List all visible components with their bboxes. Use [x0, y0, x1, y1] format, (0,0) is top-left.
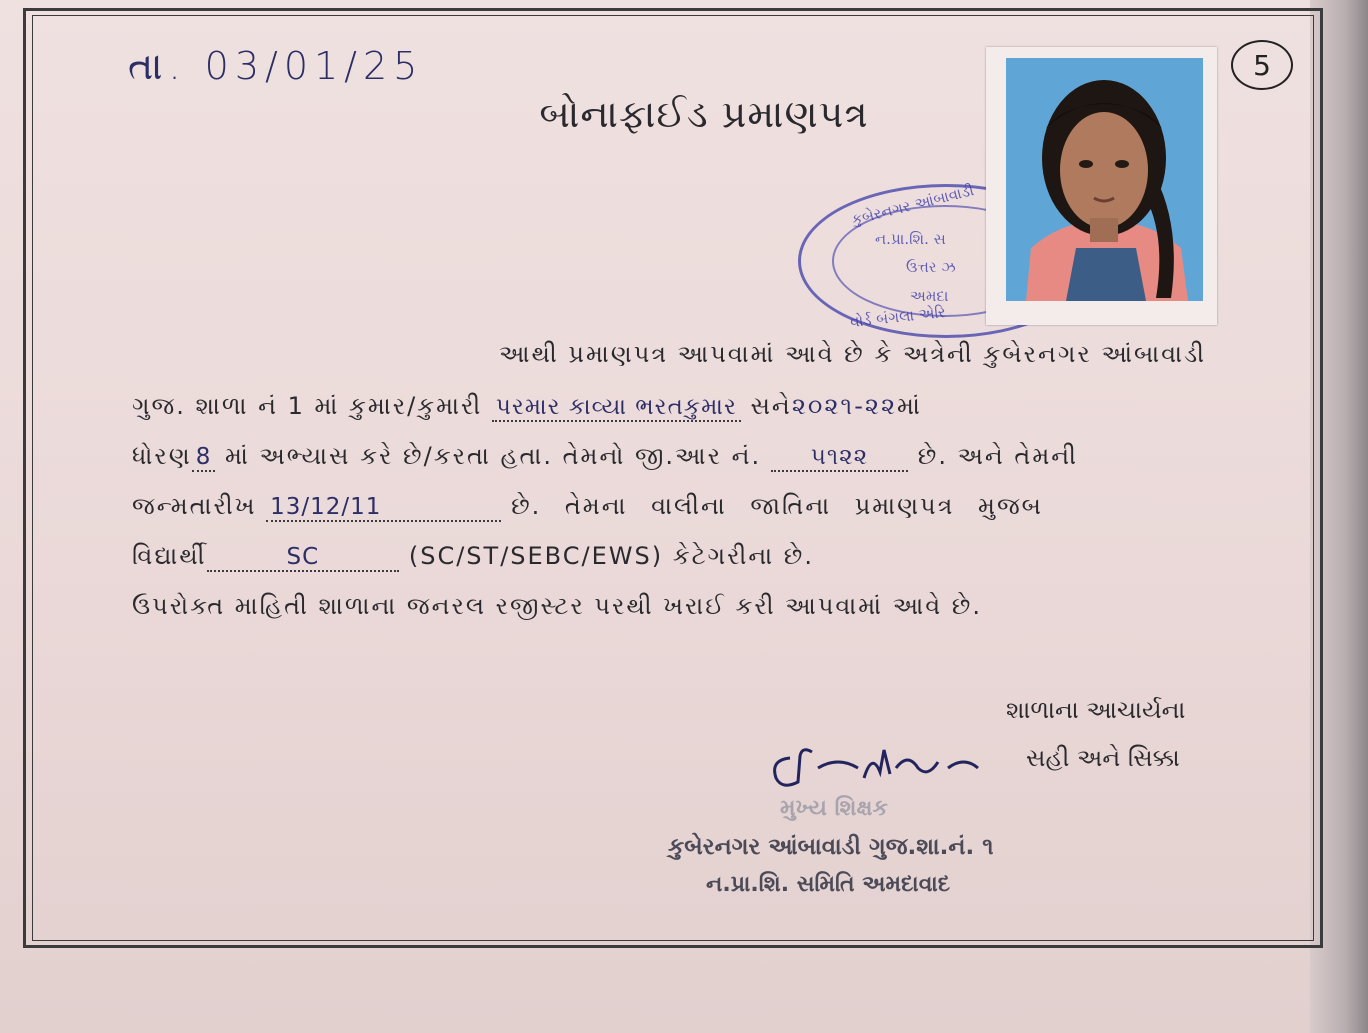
category-value: SC [207, 544, 400, 572]
stamp-text: કુબેરનગર આંબાવાડી [849, 181, 976, 229]
dob-label: જન્મતારીખ [132, 492, 257, 520]
page-number-circle: 5 [1231, 40, 1293, 90]
seal-school-name: કુબેરનગર આંબાવાડી ગુજ.શા.નં. ૧ [668, 834, 994, 860]
stamp-text: અમદા [910, 287, 949, 305]
academic-year: ૨૦૨૧-૨૨ [791, 392, 898, 420]
body-line-2 [132, 392, 1206, 420]
sign-seal-label: સહી અને સિક્કા [1026, 744, 1180, 772]
student-photo [1006, 58, 1203, 301]
verification-text: ઉપરોક્ત માહિતી શાળાના જનરલ રજીસ્ટર પરથી ખરાઈ કરી આપવામાં આવે છે. [132, 592, 982, 620]
body-line-4 [132, 492, 1206, 520]
student-name: પરમાર કાવ્યા ભરતકુમાર [492, 394, 741, 422]
certificate-title: બોનાફાઈડ પ્રમાણપત્ર [539, 92, 869, 136]
gr-number: ૫૧૨૨ [771, 444, 908, 472]
year-label: સને [750, 392, 792, 420]
student-photo-graphic [1006, 58, 1203, 301]
principal-label: શાળાના આચાર્યના [1006, 696, 1186, 724]
intro-text: આથી પ્રમાણપત્ર આપવામાં આવે છે કે અત્રેની કુબેરનગર આંબાવાડી [498, 340, 1206, 368]
handwritten-date: તા. 03/01/25 [128, 44, 424, 88]
seal-designation: મુખ્ય શિક્ષક [780, 796, 889, 821]
caste-text: છે. તેમના વાલીના જાતિના પ્રમાણપત્ર મુજબ [511, 492, 1043, 520]
school-text: ગુજ. શાળા નં 1 માં કુમાર/કુમારી [132, 392, 483, 420]
stamp-text: ન.પ્રા.શિ. સ [875, 230, 946, 248]
gr-suffix: છે. અને તેમની [917, 442, 1079, 470]
stamp-text: ઉત્તર ઝ [906, 258, 956, 276]
gr-label: માં અભ્યાસ કરે છે/કરતા હતા. તેમનો જી.આર નં. [225, 442, 762, 470]
body-line-1 [132, 340, 1206, 368]
seal-committee: ન.પ્રા.શિ. સમિતિ અમદાવાદ [706, 872, 951, 897]
principal-signature [768, 738, 998, 798]
body-line-3 [132, 442, 1206, 470]
stamp-text: વોર્ડ બંગલા એરિ [849, 303, 947, 331]
student-label: વિદ્યાર્થી [132, 542, 207, 570]
body-line-6 [132, 592, 1206, 620]
year-suffix: માં [897, 392, 922, 420]
category-suffix: (SC/ST/SEBC/EWS) કેટેગરીના છે. [408, 542, 814, 570]
birth-date: 13/12/11 [266, 494, 501, 522]
standard-label: ધોરણ [132, 442, 192, 470]
standard-value: 8 [192, 444, 216, 472]
body-line-5 [132, 542, 1206, 570]
